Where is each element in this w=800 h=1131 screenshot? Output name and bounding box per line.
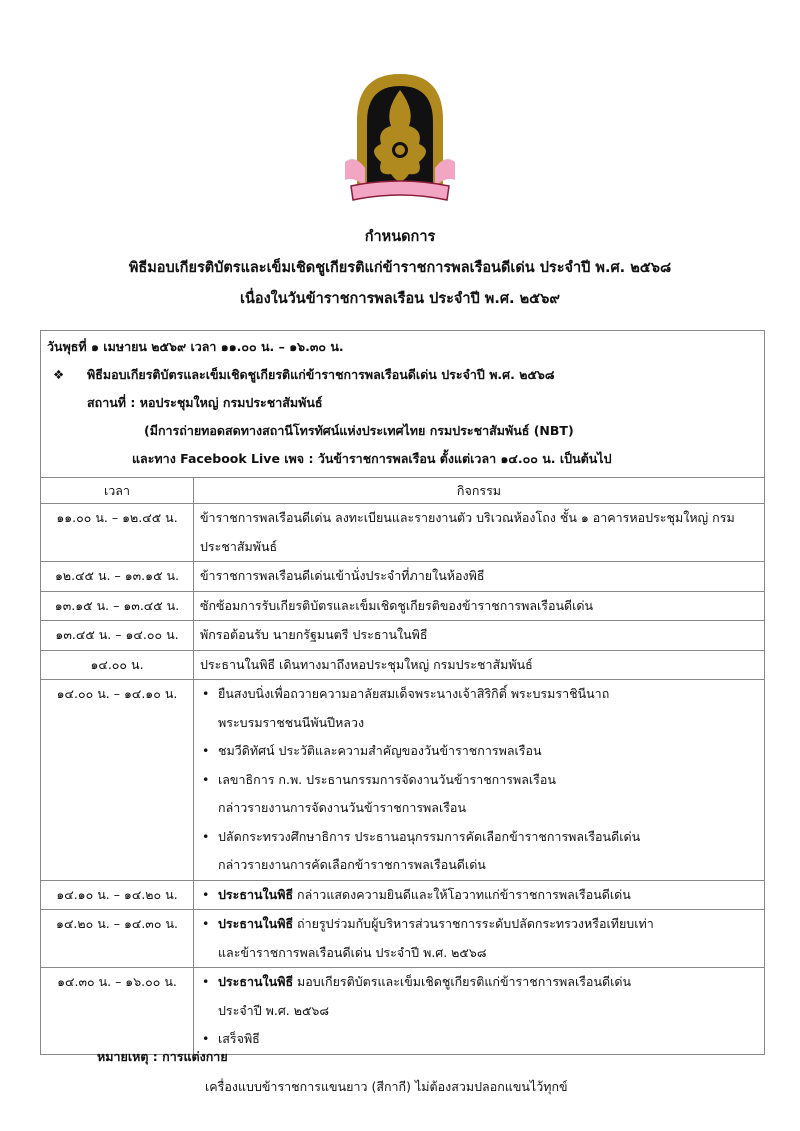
table-row: [41, 504, 765, 562]
broadcast-line-1: (มีการถ่ายทอดสดทางสถานีโทรทัศน์แห่งประเทศไทย กรมประชาสัมพันธ์ (NBT): [144, 423, 574, 438]
chair-label: ประธานในพิธี: [218, 916, 294, 931]
row-activity: ข้าราชการพลเรือนดีเด่นเข้านั่งประจำที่ภายในห้องพิธี: [194, 562, 765, 592]
diamond-bullet-icon: ❖: [53, 367, 65, 382]
item-text: กล่าวแสดงความยินดีและให้โอวาทแก่ข้าราชการพลเรือนดีเด่น: [293, 886, 631, 902]
row-time: ๑๔.๒๐ น. – ๑๔.๓๐ น.: [41, 910, 194, 968]
row-activity: ข้าราชการพลเรือนดีเด่น ลงทะเบียนและรายงานตัว บริเวณห้องโถง ชั้น ๑ อาคารหอประชุมใหญ่ กรมประชาสัมพันธ์: [194, 504, 765, 562]
row-time: ๑๒.๔๕ น. – ๑๓.๑๕ น.: [41, 562, 194, 592]
list-item: [200, 881, 758, 910]
item-line: กล่าวรายงานการคัดเลือกข้าราชการพลเรือนดีเด่น: [218, 857, 486, 872]
item-line: ประจำปี พ.ศ. ๒๕๖๘: [218, 1002, 329, 1018]
title-schedule: กำหนดการ: [364, 229, 436, 245]
title-ceremony: พิธีมอบเกียรติบัตรและเข็มเชิดชูเกียรติแก่ข้าราชการพลเรือนดีเด่น ประจำปี พ.ศ. ๒๕๖๘: [128, 260, 672, 276]
row-time: ๑๓.๔๕ น. – ๑๔.๐๐ น.: [41, 621, 194, 651]
item-line: กล่าวรายงานการจัดงานวันข้าราชการพลเรือน: [218, 800, 466, 815]
row-time: ๑๔.๐๐ น.: [41, 650, 194, 680]
broadcast-line-2: และทาง Facebook Live เพจ : วันข้าราชการพลเรือน ตั้งแต่เวลา ๑๔.๐๐ น. เป็นต้นไป: [132, 451, 612, 466]
document-titles: [0, 222, 800, 315]
list-item: [200, 766, 758, 823]
table-row: [41, 621, 765, 651]
event-venue: สถานที่ : หอประชุมใหญ่ กรมประชาสัมพันธ์: [87, 395, 323, 410]
row-activity: ประธานในพิธี เดินทางมาถึงหอประชุมใหญ่ กรมประชาสัมพันธ์: [194, 650, 765, 680]
table-row: [41, 591, 765, 621]
item-text: ถ่ายรูปร่วมกับผู้บริหารส่วนราชการระดับปลัดกระทรวงหรือเทียบเท่า: [293, 916, 654, 931]
list-item: [200, 910, 758, 967]
row-activity: [194, 680, 765, 881]
table-row: [41, 562, 765, 592]
row-activity: [194, 880, 765, 910]
remark: [97, 1042, 568, 1102]
list-item: [200, 823, 758, 880]
item-line: พระบรมราชชนนีพันปีหลวง: [218, 714, 365, 730]
item-line: • ปลัดกระทรวงศึกษาธิการ ประธานอนุกรรมการคัดเลือกข้าราชการพลเรือนดีเด่น: [218, 828, 641, 844]
event-name: [47, 361, 758, 389]
row-activity: พักรอต้อนรับ นายกรัฐมนตรี ประธานในพิธี: [194, 621, 765, 651]
row-time: ๑๓.๑๕ น. – ๑๓.๔๕ น.: [41, 591, 194, 621]
event-date: วันพุธที่ ๑ เมษายน ๒๕๖๙ เวลา ๑๑.๐๐ น. – ๑๖.๓๐ น.: [47, 339, 344, 354]
list-item: • เสร็จพิธี: [200, 1025, 758, 1054]
item-line: • ชมวีดิทัศน์ ประวัติและความสำคัญของวันข้าราชการพลเรือน: [218, 743, 542, 758]
row-time: ๑๔.๑๐ น. – ๑๔.๒๐ น.: [41, 880, 194, 910]
item-line: และข้าราชการพลเรือนดีเด่น ประจำปี พ.ศ. ๒๕๖๘: [218, 944, 487, 960]
row-activity: [194, 910, 765, 968]
list-item: [200, 680, 758, 737]
table-row: [41, 650, 765, 680]
remark-heading: หมายเหตุ : การแต่งกาย: [97, 1049, 228, 1064]
chair-label: ประธานในพิธี: [218, 886, 294, 902]
civil-service-day-emblem: [343, 70, 457, 206]
table-header: [41, 478, 765, 504]
event-name-text: พิธีมอบเกียรติบัตรและเข็มเชิดชูเกียรติแก่ข้าราชการพลเรือนดีเด่น ประจำปี พ.ศ. ๒๕๖๘: [87, 367, 555, 382]
list-item: [200, 968, 758, 1025]
item-line: • เลขาธิการ ก.พ. ประธานกรรมการจัดงานวันข้าราชการพลเรือน: [218, 771, 556, 787]
row-time: ๑๔.๐๐ น. – ๑๔.๑๐ น.: [41, 680, 194, 881]
table-row: [41, 910, 765, 968]
table-row: [41, 680, 765, 881]
row-time: ๑๑.๐๐ น. – ๑๒.๔๕ น.: [41, 504, 194, 562]
event-info: [41, 331, 765, 478]
header-time: เวลา: [41, 478, 194, 504]
schedule-table: [40, 330, 765, 1055]
title-occasion: เนื่องในวันข้าราชการพลเรือน ประจำปี พ.ศ. ๒๕๖๙: [240, 291, 560, 307]
row-time: ๑๔.๓๐ น. – ๑๖.๐๐ น.: [41, 968, 194, 1055]
row-activity: ซักซ้อมการรับเกียรติบัตรและเข็มเชิดชูเกียรติของข้าราชการพลเรือนดีเด่น: [194, 591, 765, 621]
chair-label: ประธานในพิธี: [218, 974, 294, 989]
header-activity: กิจกรรม: [194, 478, 765, 504]
list-item: [200, 737, 758, 766]
item-line: • ยืนสงบนิ่งเพื่อถวายความอาลัยสมเด็จพระนางเจ้าสิริกิติ์ พระบรมราชินีนาถ: [218, 686, 610, 701]
item-text: มอบเกียรติบัตรและเข็มเชิดชูเกียรติแก่ข้าราชการพลเรือนดีเด่น: [293, 974, 632, 989]
table-row: [41, 880, 765, 910]
remark-text: เครื่องแบบข้าราชการแขนยาว (สีกากี) ไม่ต้องสวมปลอกแขนไว้ทุกข์: [205, 1079, 568, 1094]
